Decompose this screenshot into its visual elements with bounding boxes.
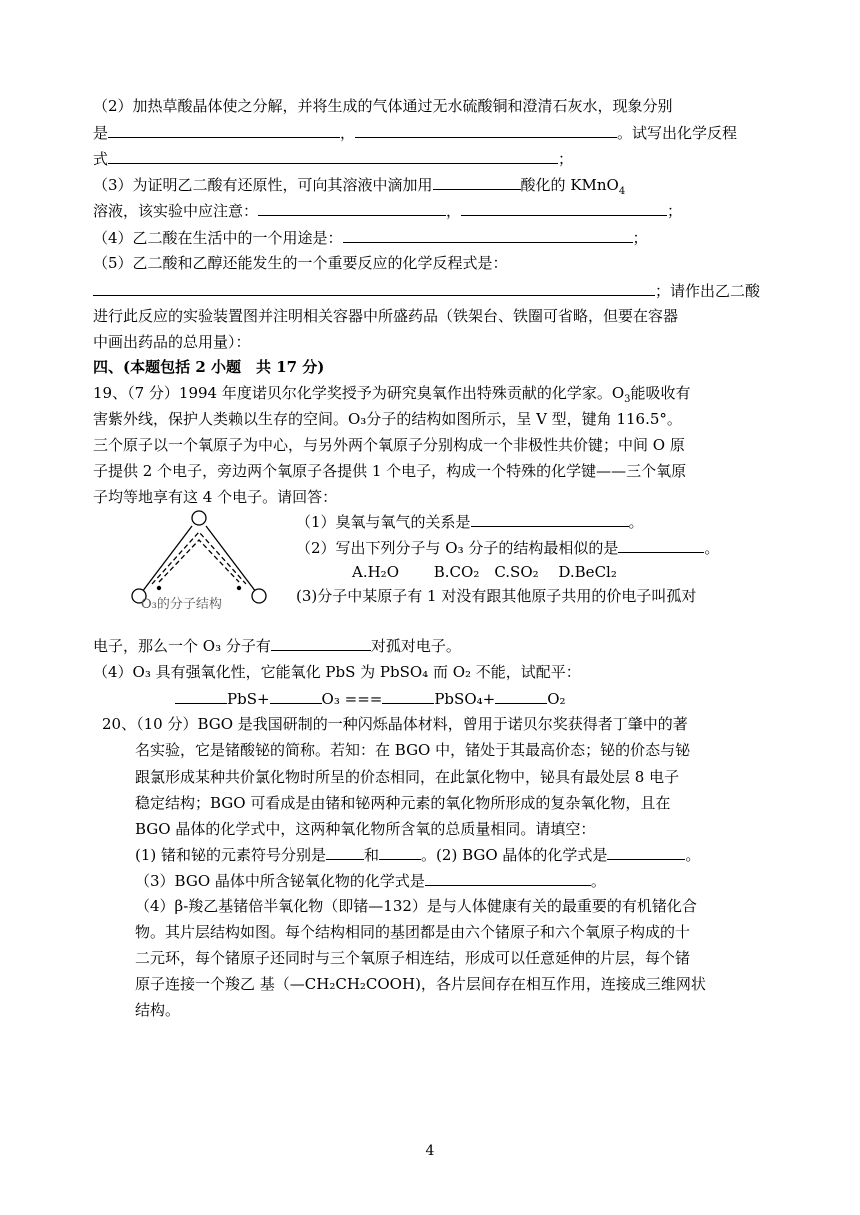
answer-blank[interactable]: [343, 226, 633, 243]
q19-line2: 害紫外线，保护人类赖以生存的空间。O₃分子的结构如图所示，呈 V 型，键角 116.5°。: [93, 410, 682, 428]
q19-line3: 三个原子以一个氧原子为中心，与另外两个氧原子分别构成一个非极性共价键；中间 O 原: [93, 436, 685, 454]
coefficient-blank[interactable]: [175, 687, 227, 704]
q19-line5: 子均等地享有这 4 个电子。请回答：: [93, 488, 338, 506]
answer-blank[interactable]: [433, 173, 521, 190]
answer-blank[interactable]: [108, 147, 558, 164]
q20-sub4-line4: 原子连接一个羧乙 基（—CH₂CH₂COOH)，各片层间存在相互作用，连接成三维网状: [135, 975, 706, 993]
q18-part5-line3: 进行此反应的实验装置图并注明相关容器中所盛药品（铁架台、铁圈可省略，但要在容器: [93, 307, 679, 325]
coefficient-blank[interactable]: [495, 687, 547, 704]
q18-part5-line4: 中画出药品的总用量）：: [93, 333, 251, 351]
q19-line4: 子提供 2 个电子，旁边两个氧原子各提供 1 个电子，构成一个特殊的化学键——三个氧原: [93, 462, 687, 480]
q19-sub3-line1: (3)分子中某原子有 1 对没有跟其他原子共用的价电子叫孤对: [296, 587, 697, 605]
page-number: 4: [425, 1143, 435, 1159]
answer-blank[interactable]: [379, 843, 421, 860]
answer-blank[interactable]: [618, 536, 704, 553]
answer-blank[interactable]: [461, 199, 667, 216]
answer-blank[interactable]: [108, 121, 340, 138]
q20-sub4-line1: （4）β-羧乙基锗倍半氧化物（即锗—132）是与人体健康有关的最重要的有机锗化合: [135, 897, 697, 915]
q18-part5-line2: ；请作出乙二酸: [93, 279, 760, 302]
q20-sub4-line2: 物。其片层结构如图。每个结构相同的基团都是由六个锗原子和六个氧原子构成的十: [135, 923, 691, 941]
answer-blank[interactable]: [607, 843, 685, 860]
answer-blank[interactable]: [425, 869, 591, 886]
q18-part2-line1: （2）加热草酸晶体使之分解，并将生成的气体通过无水硫酸铜和澄清石灰水，现象分别: [93, 97, 673, 115]
q19-options: A.H₂O B.CO₂ C.SO₂ D.BeCl₂: [352, 563, 617, 581]
answer-blank[interactable]: [471, 510, 629, 527]
answer-blank[interactable]: [93, 279, 655, 296]
q20-line5: BGO 晶体的化学式中，这两种氧化物所含氧的总质量相同。请填空：: [135, 820, 596, 838]
q20-sub3: （3）BGO 晶体中所含铋氧化物的化学式是 。: [135, 869, 606, 892]
answer-blank[interactable]: [258, 199, 446, 216]
coefficient-blank[interactable]: [270, 687, 322, 704]
q19-line1: 19、（7 分）1994 年度诺贝尔化学奖授予为研究臭氧作出特殊贡献的化学家。$O_3$能吸收有: [93, 384, 691, 405]
q20-line2: 名实验，它是锗酸铋的简称。若知：在 BGO 中，锗处于其最高价态；铋的价态与铋: [135, 741, 691, 759]
q19-sub2: （2）写出下列分子与 O₃ 分子的结构最相似的是 。: [296, 536, 719, 559]
answer-blank[interactable]: [355, 121, 617, 138]
q20-line1: 20、（10 分）BGO 是我国研制的一种闪烁晶体材料，曾用于诺贝尔奖获得者丁肇中的著: [102, 715, 688, 733]
q18-part5-line1: （5）乙二酸和乙醇还能发生的一个重要反应的化学反程式是：: [93, 254, 508, 272]
q18-part3-line1: （3）为证明乙二酸有还原性，可向其溶液中滴加用 酸化的 KMnO$_4$: [93, 173, 625, 203]
q19-equation: PbS+ O₃ === PbSO₄+ O₂: [175, 687, 566, 710]
answer-blank[interactable]: [271, 634, 371, 651]
q18-part3-line2: 溶液，该实验中应注意： ， ；: [93, 199, 682, 222]
q20-sub4-line5: 结构。: [135, 1001, 181, 1019]
q20-sub1-2: (1) 锗和铋的元素符号分别是 和 。(2) BGO 晶体的化学式是 。: [135, 843, 700, 866]
q18-part2-line2: 是 ， 。试写出化学反程: [93, 121, 737, 144]
section-title: 四、(本题包括 2 小题 共 17 分): [93, 358, 325, 376]
q18-part2-line3: 式 ；: [93, 147, 573, 170]
q20-line3: 跟氯形成某种共价氯化物时所呈的价态相同，在此氯化物中，铋具有最处层 8 电子: [135, 768, 680, 786]
coefficient-blank[interactable]: [382, 687, 434, 704]
answer-blank[interactable]: [326, 843, 364, 860]
figure-caption: O₃的分子结构: [141, 597, 222, 612]
q19-sub1: （1）臭氧与氧气的关系是 。: [296, 510, 644, 533]
q20-line4: 稳定结构；BGO 可看成是由锗和铋两种元素的氧化物所形成的复杂氧化物，且在: [135, 794, 671, 812]
q19-sub4: （4）O₃ 具有强氧化性，它能氧化 PbS 为 PbSO₄ 而 O₂ 不能，试配平：: [93, 663, 581, 681]
q20-sub4-line3: 二元环，每个锗原子还同时与三个氧原子相连结，形成可以任意延伸的片层，每个锗: [135, 949, 691, 967]
q19-sub3-line2: 电子，那么一个 O₃ 分子有 对孤对电子。: [93, 634, 461, 657]
q18-part4: （4）乙二酸在生活中的一个用途是： ；: [93, 226, 648, 249]
